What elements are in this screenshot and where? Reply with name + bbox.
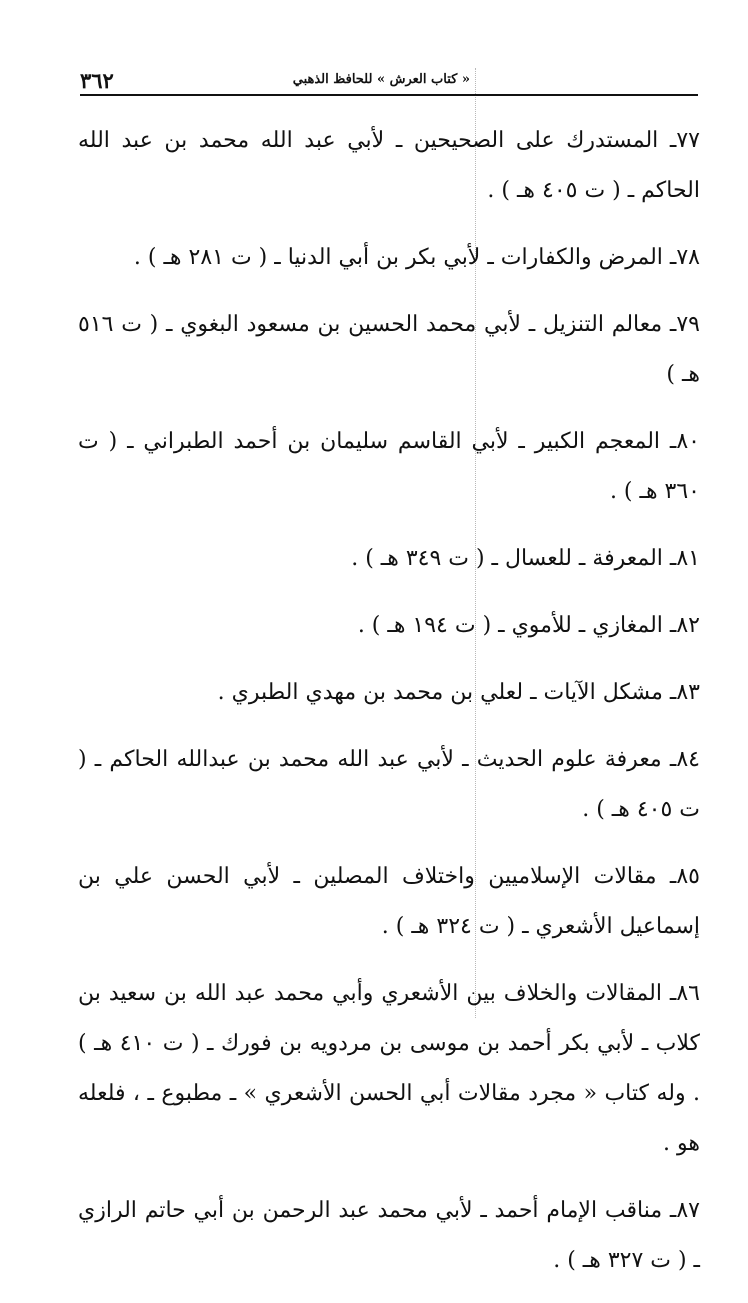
bibliography-list (78, 116, 700, 1303)
bibliography-entry-79: ٧٩ـ معالم التنزيل ـ لأبي محمد الحسين بن مسعود البغوي ـ ( ت ٥١٦ هـ ) (78, 312, 700, 387)
bibliography-entry-78: ٧٨ـ المرض والكفارات ـ لأبي بكر بن أبي الدنيا ـ ( ت ٢٨١ هـ ) . (133, 245, 700, 270)
bibliography-entry-77: ٧٧ـ المستدرك على الصحيحين ـ لأبي عبد الله محمد بن عبد الله الحاكم ـ ( ت ٤٠٥ هـ ) . (78, 128, 700, 203)
bibliography-entry-87: ٨٧ـ مناقب الإمام أحمد ـ لأبي محمد عبد الرحمن بن أبي حاتم الرازي ـ ( ت ٣٢٧ هـ ) . (78, 1198, 700, 1273)
bibliography-entry-81: ٨١ـ المعرفة ـ للعسال ـ ( ت ٣٤٩ هـ ) . (351, 546, 700, 571)
bibliography-entry-82: ٨٢ـ المغازي ـ للأموي ـ ( ت ١٩٤ هـ ) . (357, 613, 700, 638)
page-number: ٣٦٢ (80, 68, 114, 93)
bibliography-entry-83: ٨٣ـ مشكل الآيات ـ لعلي بن محمد بن مهدي الطبري . (217, 680, 700, 705)
bibliography-entry-80: ٨٠ـ المعجم الكبير ـ لأبي القاسم سليمان بن أحمد الطبراني ـ ( ت ٣٦٠ هـ ) . (78, 429, 700, 504)
bibliography-entry-86: ٨٦ـ المقالات والخلاف بين الأشعري وأبي محمد عبد الله بن سعيد بن كلاب ـ لأبي بكر أحمد بن موسى بن مردويه بن فورك ـ ( ت ٤١٠ هـ ) . وله كتاب « مجرد مقالات أبي الحسن الأشعري » ـ مطبوع ـ ، فلعله هو . (78, 981, 700, 1156)
bibliography-entry-84: ٨٤ـ معرفة علوم الحديث ـ لأبي عبد الله محمد بن عبدالله الحاكم ـ ( ت ٤٠٥ هـ ) . (78, 747, 700, 822)
page-header (80, 68, 698, 96)
running-title: « كتاب العرش » للحافظ الذهبي (292, 72, 470, 87)
bibliography-entry-85: ٨٥ـ مقالات الإسلاميين واختلاف المصلين ـ لأبي الحسن علي بن إسماعيل الأشعري ـ ( ت ٣٢٤ هـ ) . (78, 864, 700, 939)
